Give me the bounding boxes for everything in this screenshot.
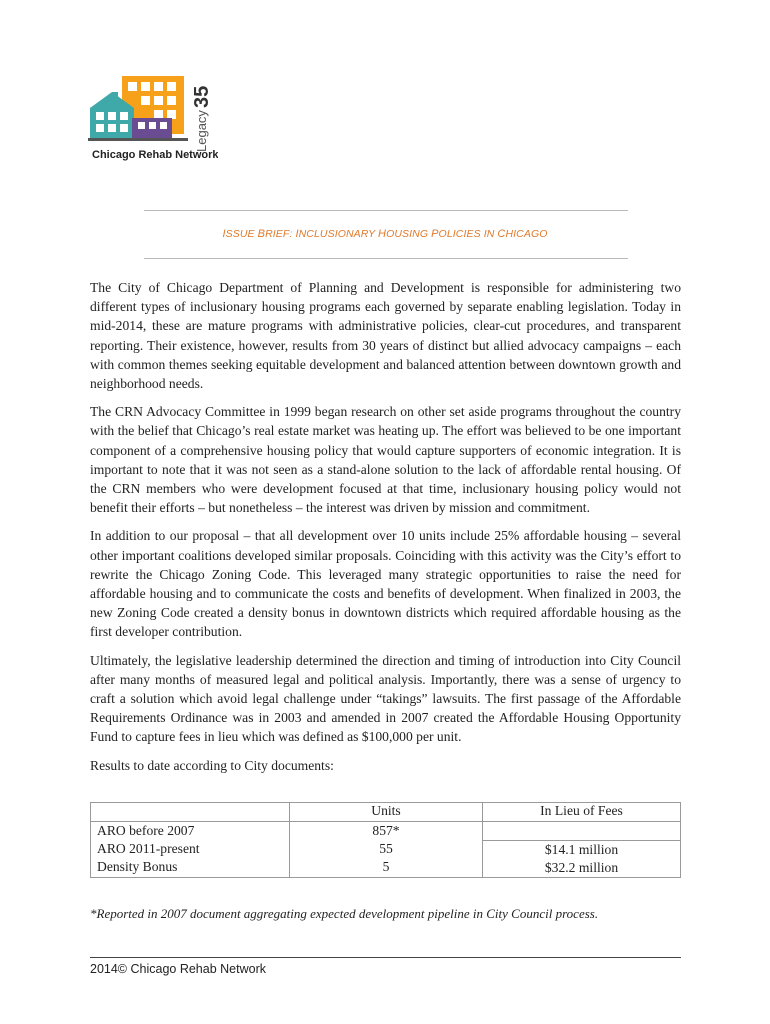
- header-bottom-rule: [144, 258, 628, 259]
- table-row: [91, 822, 681, 878]
- paragraph-4: Ultimately, the legislative leadership determined the direction and timing of introduction into City Council after many months of measured legal and political analysis. Importantly, there was a sense of urgency to craft a solution which avoid legal challenge under “takings” lawsuits. The first passage of the Affordable Requirements Ordinance was in 2003 and amended in 2007 created the Affordable Housing Opportunity Fund to capture fees in lieu which was defined as $100,000 per unit.: [90, 652, 681, 745]
- results-table: [90, 802, 681, 878]
- logo-legacy-number: 35: [191, 85, 213, 108]
- logo-org-name: Chicago Rehab Network: [92, 149, 218, 161]
- footer-rule: [90, 957, 681, 958]
- paragraph-1: The City of Chicago Department of Planning and Development is responsible for administering two different types of inclusionary housing programs each governed by separate enabling legislation. Today in mid-2014, these are mature programs with administrative policies, clear-cut procedures, and transparent reporting. Their existence, however, results from 30 years of distinct but allied advocacy campaigns – each with common themes seeking equitable development and balanced attention between downtown growth and neighborhood needs.: [90, 280, 681, 392]
- paragraph-3: In addition to our proposal – that all development over 10 units include 25% affordable housing – several other important coalitions developed similar proposals. Coinciding with this activity was the City’s effort to rewrite the Chicago Zoning Code. This leveraged many strategic opportunities to raise the need for affordable housing and to communicate the costs and benefits of development. When finalized in 2003, the new Zoning Code created a density bonus in downtown districts which required affordable housing as the first developer contribution.: [90, 528, 681, 640]
- logo-legacy-word: Legacy: [194, 110, 209, 152]
- table-cell: ARO before 2007 ARO 2011-present Density Bonus: [91, 822, 290, 878]
- document-body: [90, 278, 681, 784]
- logo-graphic: [88, 72, 218, 168]
- table-header-cell: In Lieu of Fees: [483, 803, 681, 822]
- paragraph-2: The CRN Advocacy Committee in 1999 began research on other set aside programs throughout the country with the belief that Chicago’s real estate market was heating up. The effort was believed to be one important component of a comprehensive housing policy that would capture supporters of economic integration. It is important to note that it was not seen as a stand-alone solution to the lack of affordable rental housing. Of the CRN members who were development focused at that time, inclusionary housing policy would not benefit their efforts – but nonetheless – the interest was driven by mission and commitment.: [90, 404, 681, 516]
- footnote: *Reported in 2007 document aggregating expected development pipeline in City Council process.: [90, 906, 599, 921]
- footer-copyright: 2014© Chicago Rehab Network: [90, 962, 266, 976]
- chicago-rehab-network-logo: [88, 72, 218, 168]
- issue-brief-title: ISSUE BRIEF: INCLUSIONARY HOUSING POLICIES IN CHICAGO: [222, 228, 548, 240]
- table-cell: $14.1 million $32.2 million: [483, 822, 681, 878]
- table-cell: 857* 55 5: [290, 822, 483, 878]
- table-header-cell: [91, 803, 290, 822]
- header-top-rule: [144, 210, 628, 211]
- paragraph-5: Results to date according to City documents:: [90, 757, 334, 773]
- table-header-row: [91, 803, 681, 822]
- table-header-cell: Units: [290, 803, 483, 822]
